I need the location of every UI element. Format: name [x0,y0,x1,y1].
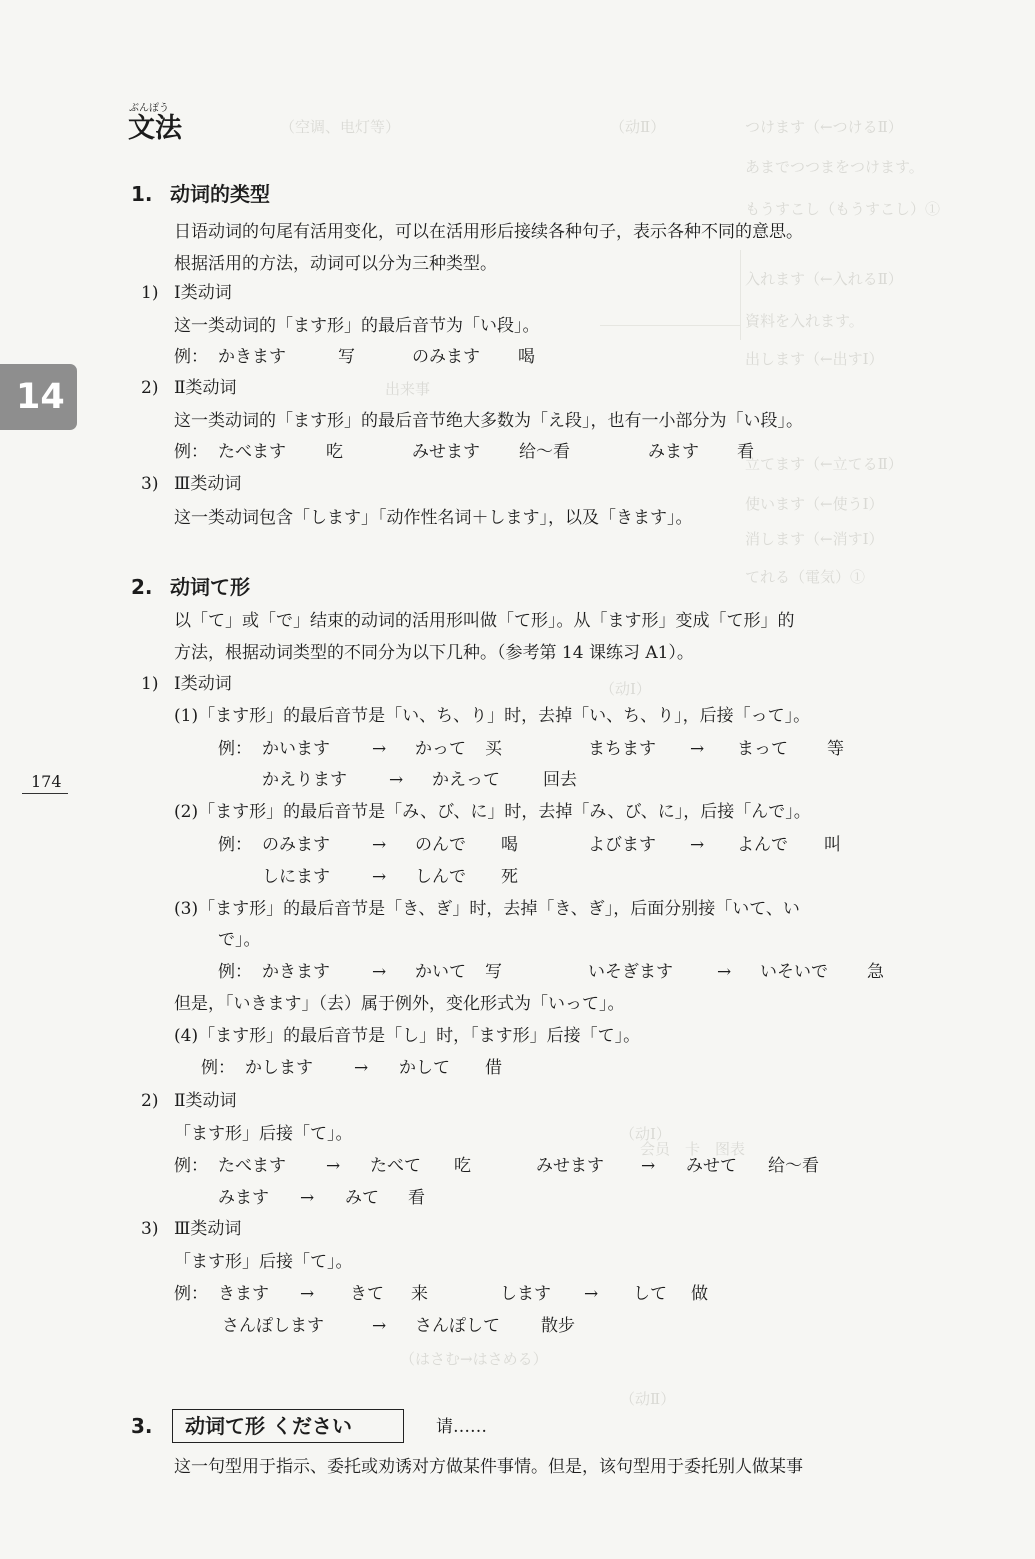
example-label: 例： [174,1284,208,1304]
arrow: → [300,1188,315,1208]
example-meaning: 给～看 [768,1156,819,1176]
section1-number: 1. [131,182,153,206]
te-form: たべて [370,1156,421,1176]
conjugation-rule: (2)「ます形」的最后音节是「み、び、に」时，去掉「み、び、に」，后接「んで」。 [174,802,811,822]
example-label: 例： [218,739,252,759]
example-meaning: 写 [485,962,502,982]
te-form: よんで [737,835,788,855]
example-meaning: 看 [408,1188,425,1208]
te-form: のんで [415,835,466,855]
arrow: → [641,1156,656,1176]
title-ruby: ぶんぽう [129,103,169,114]
exception-note: 但是，「いきます」（去）属于例外，变化形式为「いって」。 [174,994,625,1014]
example-meaning: 吃 [454,1156,471,1176]
section2-paragraph: 以「て」或「で」结束的动词的活用形叫做「て形」。从「ます形」变成「て形」的 [174,611,795,631]
te-form: かして [399,1058,450,1078]
example-meaning: 喝 [501,835,518,855]
group-number: 2) [141,378,159,398]
example-meaning: 喝 [518,347,535,367]
example-label: 例： [201,1058,235,1078]
example-meaning: 来 [411,1284,428,1304]
example-meaning: 做 [691,1284,708,1304]
te-form: かいて [415,962,466,982]
arrow: → [584,1284,599,1304]
section1-title: 动词的类型 [170,182,270,206]
group-label: Ⅲ类动词 [174,474,242,494]
group-number: 3) [141,474,159,494]
sentence-pattern: 动词て形 ください [185,1414,352,1438]
example-verb: きます [218,1284,269,1304]
group-description: 这一类动词的「ます形」的最后音节绝大多数为「え段」，也有一小部分为「い段」。 [174,411,803,431]
example-label: 例： [174,442,208,462]
arrow: → [372,962,387,982]
conjugation-rule: 「ます形」后接「て」。 [174,1252,353,1272]
arrow: → [372,835,387,855]
group-label: Ⅰ类动词 [174,674,232,694]
page-number: 174 [31,772,62,791]
te-form: きて [350,1284,384,1304]
arrow: → [389,770,404,790]
example-meaning: 买 [485,739,502,759]
example-verb: のみます [412,347,480,367]
section3-number: 3. [131,1414,153,1438]
group-label: Ⅱ类动词 [174,1091,237,1111]
arrow: → [300,1284,315,1304]
example-verb: みせます [412,442,480,462]
example-meaning: 看 [737,442,754,462]
conjugation-rule: (4)「ます形」的最后音节是「し」时，「ます形」后接「て」。 [174,1026,641,1046]
group-label: Ⅲ类动词 [174,1219,242,1239]
example-verb: みます [218,1188,269,1208]
conjugation-rule-cont: で」。 [218,930,261,950]
te-form: まって [737,739,788,759]
arrow: → [354,1058,369,1078]
te-form: かえって [432,770,500,790]
example-verb: たべます [218,442,286,462]
example-verb: みます [648,442,699,462]
example-verb: かします [245,1058,313,1078]
example-label: 例： [174,347,208,367]
group-number: 2) [141,1091,159,1111]
pattern-meaning: 请…… [436,1417,487,1437]
example-meaning: 等 [827,739,844,759]
example-verb: たべます [218,1156,286,1176]
example-verb: かいます [262,739,330,759]
example-verb: さんぽします [222,1316,324,1336]
te-form: して [633,1284,667,1304]
example-verb: まちます [588,739,656,759]
example-verb: よびます [588,835,656,855]
section3-paragraph: 这一句型用于指示、委托或劝诱对方做某件事情。但是，该句型用于委托别人做某事 [174,1457,803,1477]
sentence-pattern-box [172,1409,404,1443]
group-number: 3) [141,1219,159,1239]
example-meaning: 写 [338,347,355,367]
group-number: 1) [141,674,159,694]
section2-paragraph: 方法，根据动词类型的不同分为以下几种。（参考第 14 课练习 A1）。 [174,643,694,663]
arrow: → [690,835,705,855]
te-form: かって [415,739,466,759]
example-verb: かきます [218,347,286,367]
arrow: → [717,962,732,982]
example-meaning: 回去 [543,770,577,790]
example-meaning: 叫 [824,835,841,855]
chapter-tab [0,364,77,430]
group-label: Ⅰ类动词 [174,283,232,303]
example-label: 例： [174,1156,208,1176]
te-form: しんで [415,867,466,887]
conjugation-rule: 「ます形」后接「て」。 [174,1124,353,1144]
arrow: → [372,867,387,887]
section2-number: 2. [131,575,153,599]
example-verb: します [500,1284,551,1304]
section2-title: 动词て形 [170,575,250,599]
example-verb: しにます [262,867,330,887]
group-description: 这一类动词包含「します」「动作性名词＋します」，以及「きます」。 [174,508,693,528]
example-meaning: 给～看 [519,442,570,462]
te-form: みせて [686,1156,737,1176]
example-label: 例： [218,962,252,982]
example-meaning: 急 [867,962,884,982]
section1-paragraph: 根据活用的方法，动词可以分为三种类型。 [174,254,497,274]
example-meaning: 吃 [326,442,343,462]
example-verb: かきます [262,962,330,982]
arrow: → [690,739,705,759]
page-title: 文法 [128,113,182,144]
example-meaning: 死 [501,867,518,887]
example-label: 例： [218,835,252,855]
example-verb: かえります [262,770,347,790]
group-label: Ⅱ类动词 [174,378,237,398]
chapter-number: 14 [16,377,65,417]
group-number: 1) [141,283,159,303]
example-meaning: 借 [485,1058,502,1078]
arrow: → [372,739,387,759]
example-verb: いそぎます [588,962,673,982]
arrow: → [326,1156,341,1176]
group-description: 这一类动词的「ます形」的最后音节为「い段」。 [174,316,540,336]
page-number-rule [22,793,68,794]
te-form: いそいで [760,962,828,982]
te-form: さんぽして [415,1316,500,1336]
example-meaning: 散步 [541,1316,575,1336]
arrow: → [372,1316,387,1336]
example-verb: のみます [262,835,330,855]
section1-paragraph: 日语动词的句尾有活用变化，可以在活用形后接续各种句子，表示各种不同的意思。 [174,222,803,242]
example-verb: みせます [536,1156,604,1176]
conjugation-rule: (3)「ます形」的最后音节是「き、ぎ」时，去掉「き、ぎ」，后面分别接「いて、い [174,899,800,919]
conjugation-rule: (1)「ます形」的最后音节是「い、ち、り」时，去掉「い、ち、り」，后接「って」。 [174,706,811,726]
te-form: みて [345,1188,379,1208]
